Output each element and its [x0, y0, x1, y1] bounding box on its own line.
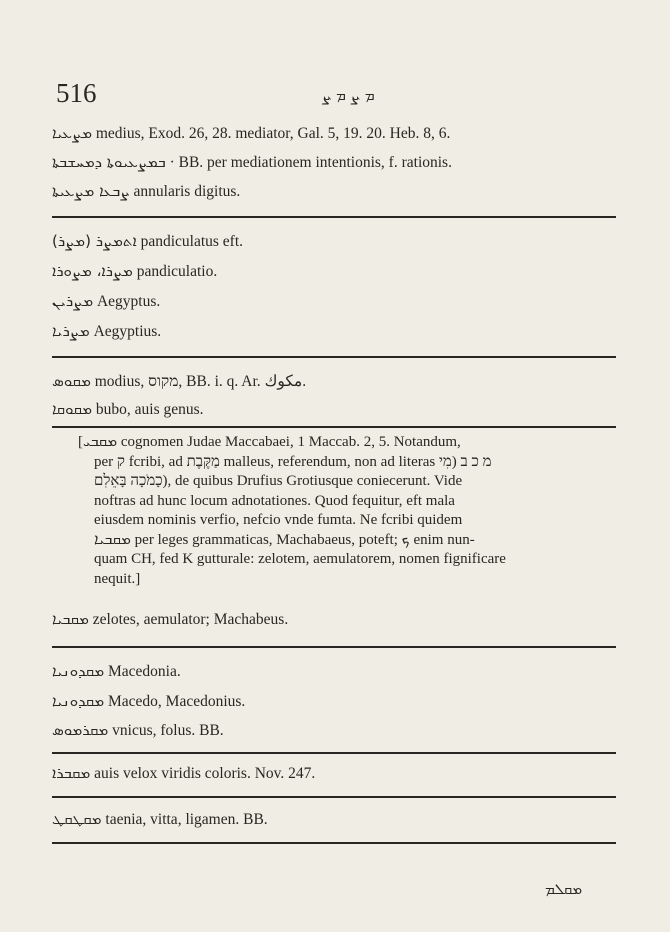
entry-headword: ܡܩܘܩܐ: [52, 400, 93, 418]
entry-headword: ܡܨܪܝܢ: [52, 292, 94, 310]
entry-headword: (ܡܨܪ) ܐܬܡܨܪ: [52, 232, 137, 250]
entry: [52, 400, 204, 419]
entry-headword: ܡܩܘܣ: [52, 372, 91, 390]
section-rule: [52, 646, 616, 648]
entry: [52, 262, 217, 281]
entry: [52, 692, 245, 711]
entry: [52, 662, 181, 681]
section-rule: [52, 752, 616, 754]
entry: [52, 372, 306, 391]
note-line: quam CH, fed K gutturale: zelotem, aemulatorem, nomen fignificare: [94, 551, 506, 567]
entry-text: Aegyptus.: [96, 293, 161, 310]
entry-headword: ܡܩܪܡܘܣ: [52, 721, 109, 739]
note-line: [ܡܩܒܝ cognomen Judae Maccabaei, 1 Maccab. 2, 5. Notandum,: [78, 434, 461, 450]
page-number: 516: [56, 78, 97, 108]
section-rule: [52, 356, 616, 358]
entry: [52, 721, 224, 740]
entry: [52, 153, 452, 172]
note-line: noftras ad hunc locum adnotationes. Quod fequitur, eft mala: [94, 492, 455, 509]
entry-text: medius, Exod. 26, 28. mediator, Gal. 5, 19. 20. Heb. 8, 6.: [95, 125, 451, 142]
entry-text: auis velox viridis coloris. Nov. 247.: [94, 765, 316, 782]
entry-text: Macedonia.: [108, 663, 181, 680]
entry: [52, 764, 315, 783]
entry-headword: ܡܩܕܘܢܝܐ: [52, 692, 105, 710]
section-rule: [52, 216, 616, 218]
entry-text: vnicus, folus. BB.: [112, 722, 224, 739]
entry-text: bubo, auis genus.: [95, 401, 204, 418]
entry-headword: ܡܩܕܘܢܝܐ: [52, 662, 105, 680]
note-line: eiusdem nominis verfio, nefcio vnde fumta. Ne fcribi quidem: [94, 512, 463, 528]
entry-headword: ܡܩܒܝܐ: [52, 610, 89, 628]
section-rule: [52, 796, 616, 798]
note-line: כָמֹכָה בָּאֵלִם), de quibus Drufius Grotiusque coniecerunt. Vide: [94, 473, 463, 489]
note-line: nequit.]: [94, 570, 141, 587]
entry-headword: ܡܨܪܝܐ: [52, 322, 90, 340]
entry: [52, 810, 268, 829]
entry-text: zelotes, aemulator; Machabeus.: [92, 611, 289, 628]
section-rule: [52, 426, 616, 428]
entry-headword: ܨܒܥܐ ܡܨܥܝܬܐ: [52, 182, 130, 200]
entry: [52, 232, 243, 251]
entry-headword: ܒܡܨܥܝܘܬܐ ܕܡܚܫܒܬܐ: [52, 153, 166, 171]
entry-headword: ܡܨܥܝܐ: [52, 124, 92, 142]
entry-headword: ܡܩܛܩܛ: [52, 810, 102, 828]
note-paragraph: [52, 433, 642, 589]
page-header: [52, 78, 618, 112]
note-line: per ק fcribi, ad מַקֶּבֶת malleus, referendum, non ad literas מ כ ב (מִי: [94, 453, 492, 470]
entry-text: Aegyptius.: [93, 323, 162, 340]
entry-text: pandiculatus eft.: [140, 233, 244, 250]
entry: [52, 124, 450, 143]
running-head: ܡ ܨ ܡ ܨ: [322, 86, 375, 104]
entry: [52, 292, 160, 311]
section-rule: [52, 842, 616, 844]
entry-text: modius, מקוס, BB. i. q. Ar. مكوك.: [94, 373, 307, 390]
catchword: ܡܩܠܡ: [545, 880, 583, 898]
entry-text: pandiculatio.: [136, 263, 218, 280]
entry: [52, 610, 288, 629]
entry-text: · BB. per mediationem intentionis, f. rationis.: [169, 154, 452, 171]
entry: [52, 322, 161, 341]
entry-text: annularis digitus.: [133, 183, 241, 200]
entry-text: Macedo, Macedonius.: [108, 693, 246, 710]
entry-headword: ܡܩܒܪܐ: [52, 764, 91, 782]
entry-headword: ܡܨܪܐ، ܡܨܘܪܐ: [52, 262, 133, 280]
note-line: ܡܩܒܝܐ per leges grammaticas, Machabaeus, poteft; ܟ enim nun-: [94, 531, 475, 548]
entry-text: taenia, vitta, ligamen. BB.: [105, 811, 268, 828]
entry: [52, 182, 240, 201]
